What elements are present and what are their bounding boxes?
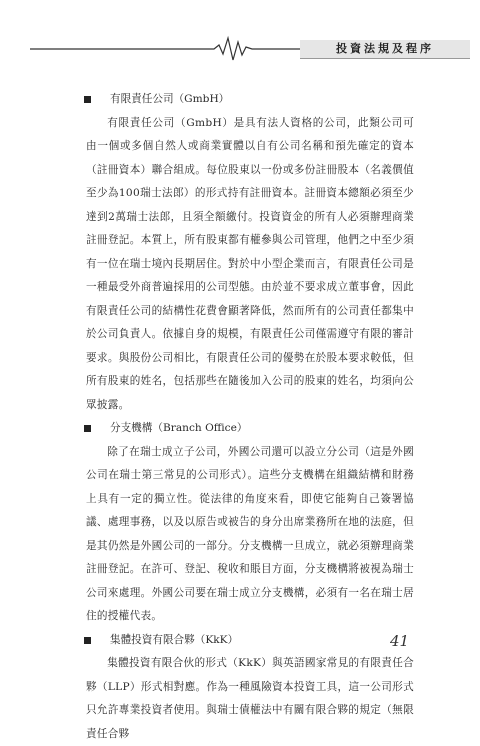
section-kkk [86,629,414,746]
square-bullet-icon [84,96,91,103]
document-body [86,88,414,746]
section-paragraph: 除了在瑞士成立子公司，外國公司還可以設立分公司（這是外國公司在瑞士第三常見的公司形式）。這些分支機構在組織結構和財務上具有一定的獨立性。從法律的角度來看，即使它能夠自己簽署協議、處理事務，以及以原告或被告的身分出席業務所在地的法庭，但是其仍然是外國公司的一部分。分支機構一旦成立，就必須辦理商業註冊登記。在許可、登記、稅收和賬目方面，分支機構將被視為瑞士公司來處理。外國公司要在瑞士成立分支機構，必須有一名在瑞士居住的授權代表。 [86,441,414,629]
section-heading: 集體投資有限合夥（KkK） [86,629,414,653]
section-heading: 有限責任公司（GmbH） [86,88,414,112]
running-header [0,34,480,64]
page-number: 41 [390,632,409,650]
section-heading: 分支機構（Branch Office） [86,417,414,441]
section-gmbh [86,88,414,417]
square-bullet-icon [84,425,91,432]
square-bullet-icon [84,637,91,644]
header-title: 投資法規及程序 [300,40,470,58]
section-paragraph: 集體投資有限合伙的形式（KkK）與英語國家常見的有限責任合夥（LLP）形式相對應。作為一種風險資本投資工具，這一公司形式只允許專業投資者使用。與瑞士債權法中有關有限合夥的規定（無限責任合夥 [86,652,414,746]
section-paragraph: 有限責任公司（GmbH）是具有法人資格的公司，此類公司可由一個或多個自然人或商業實體以自有公司名稱和預先確定的資本（註冊資本）聯合組成。每位股東以一份或多份註冊股本（名義價值至少為100瑞士法郎）的形式持有註冊資本。註冊資本總額必須至少達到2萬瑞士法郎，且須全額繳付。投資資金的所有人必須辦理商業註冊登記。本質上，所有股東都有權參與公司管理，他們之中至少須有一位在瑞士境內長期居住。對於中小型企業而言，有限責任公司是一種最受外商普遍採用的公司型態。由於並不要求成立董事會，因此有限責任公司的結構性花費會顯著降低，然而所有的公司責任都集中於公司負責人。依據自身的規模，有限責任公司僅需遵守有限的審計要求。與股份公司相比，有限責任公司的優勢在於股本要求較低，但所有股東的姓名，包括那些在隨後加入公司的股東的姓名，均須向公眾披露。 [86,112,414,418]
section-branch-office [86,417,414,629]
